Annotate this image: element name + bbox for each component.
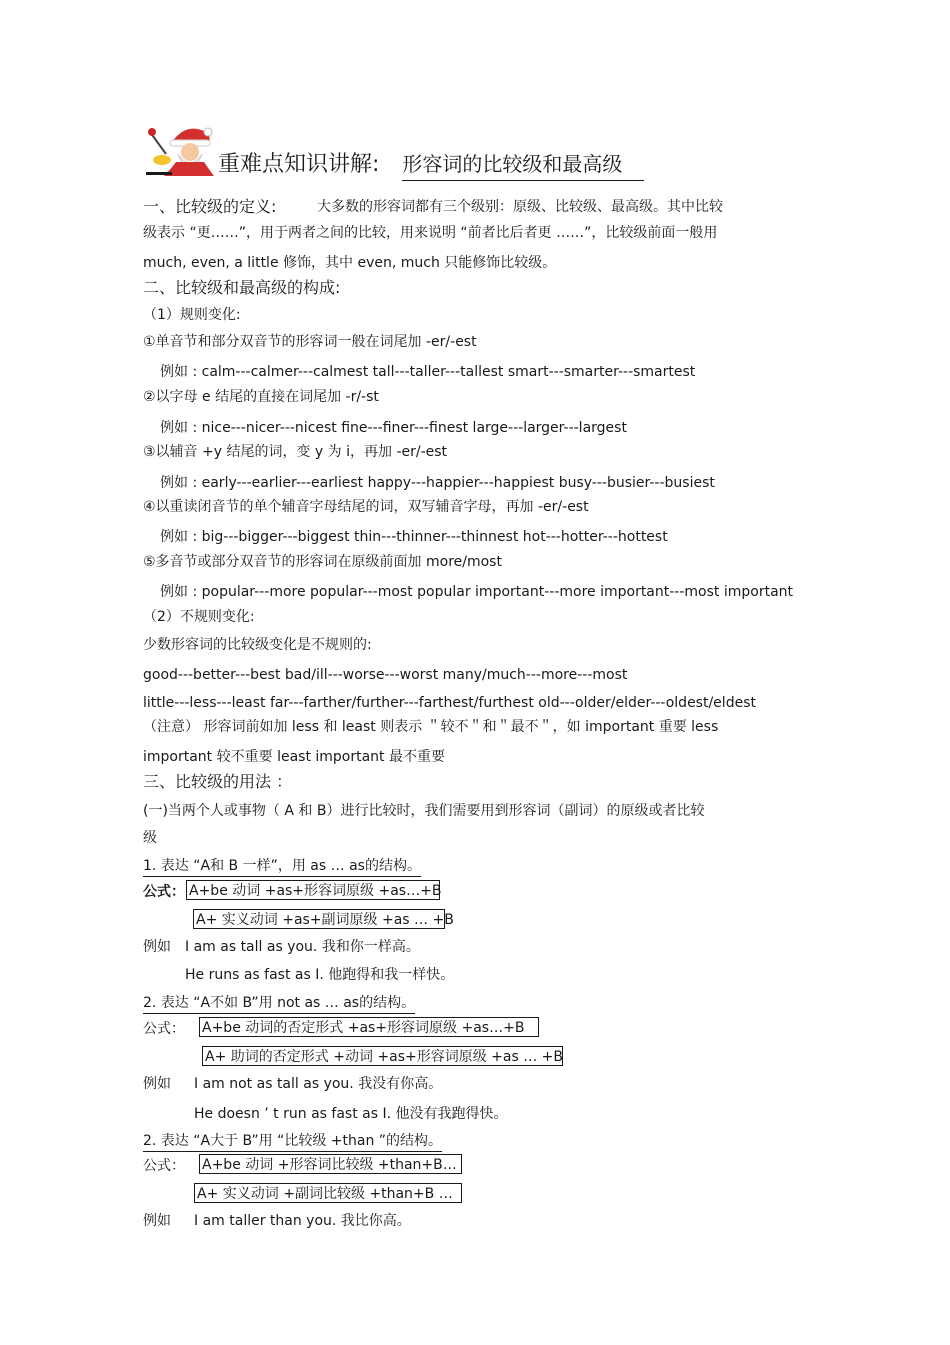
regular-change-label: （1）规则变化: [143, 307, 241, 323]
usage-title-1: 1. 表达 “A和 B 一样”，用 as … as的结构。 [143, 857, 421, 877]
title-subtitle: 形容词的比较级和最高级 [402, 150, 644, 181]
irregular-intro: 少数形容词的比较级变化是不规则的: [143, 637, 372, 653]
page-title [218, 150, 644, 181]
rule-1: ①单音节和部分双音节的形容词一般在词尾加 -er/-est [143, 334, 477, 350]
example-label-3: 例如 [143, 1213, 171, 1229]
irregular-row-1: good---better---best bad/ill---worse---worst many/much---more---most [143, 667, 628, 683]
formula-box-1b: A+ 实义动词 +as+副词原级 +as … +B [193, 909, 445, 929]
rule-3: ③以辅音 +y 结尾的词，变 y 为 i，再加 -er/-est [143, 444, 448, 460]
irregular-change-label: （2）不规则变化: [143, 609, 255, 625]
section1-line2: 级表示 “更……”，用于两者之间的比较，用来说明 “前者比后者更 ……”，比较级前面一般用 [143, 225, 718, 241]
section3-heading: 三、比较级的用法 ： [143, 772, 293, 791]
example-2: 例如 : nice---nicer---nicest fine---finer---finest large---larger---largest [160, 420, 627, 436]
usage-example-2a: I am not as tall as you. 我没有你高。 [194, 1076, 443, 1092]
usage-example-1a: I am as tall as you. 我和你一样高。 [185, 939, 420, 955]
rule-5: ⑤多音节或部分双音节的形容词在原级前面加 more/most [143, 554, 502, 570]
usage-title-2: 2. 表达 “A不如 B”用 not as … as的结构。 [143, 994, 415, 1014]
usage-example-1b: He runs as fast as I. 他跑得和我一样快。 [185, 967, 455, 983]
section1-line3: much, even, a little 修饰，其中 even, much 只能修饰比较级。 [143, 255, 557, 271]
title-main: 重难点知识讲解: [218, 152, 380, 177]
section2-heading: 二、比较级和最高级的构成: [143, 278, 341, 297]
usage-example-2b: He doesn ’ t run as fast as I. 他没有我跑得快。 [194, 1106, 508, 1122]
note-line-1: （注意） 形容词前如加 less 和 least 则表示 ＂较不＂和＂最不＂，如 important 重要 less [143, 719, 719, 735]
usage-title-3: 2. 表达 “A大于 B”用 “比较级 +than ”的结构。 [143, 1132, 442, 1152]
example-label-1: 例如 [143, 939, 171, 955]
rule-2: ②以字母 e 结尾的直接在词尾加 -r/-st [143, 389, 379, 405]
formula-box-3b: A+ 实义动词 +副词比较级 +than+B … [194, 1183, 462, 1203]
irregular-row-2: little---less---least far---farther/further---farthest/furthest old---older/elder---oldest/eldest [143, 695, 756, 711]
section1-line1: 大多数的形容词都有三个级别：原级、比较级、最高级。其中比较 [317, 199, 723, 215]
santa-clipart-icon [142, 120, 222, 178]
rule-4: ④以重读闭音节的单个辅音字母结尾的词，双写辅音字母，再加 -er/-est [143, 499, 589, 515]
formula-label-3: 公式： [143, 1158, 185, 1174]
example-3: 例如 : early---earlier---earliest happy---happier---happiest busy---busier---busiest [160, 475, 715, 491]
example-5: 例如 : popular---more popular---most popular important---more important---most important [160, 584, 794, 600]
usage-example-3a: I am taller than you. 我比你高。 [194, 1213, 411, 1229]
example-4: 例如 : big---bigger---biggest thin---thinner---thinnest hot---hotter---hottest [160, 529, 668, 545]
formula-box-3a: A+be 动词 +形容词比较级 +than+B… [199, 1154, 462, 1174]
formula-box-1a: A+be 动词 +as+形容词原级 +as…+B [186, 880, 440, 900]
usage-intro-a: (一)当两个人或事物（ A 和 B）进行比较时，我们需要用到形容词（副词）的原级或者比较 [143, 803, 705, 819]
formula-label-2: 公式： [143, 1021, 185, 1037]
formula-label-1: 公式： [143, 884, 185, 900]
section1-heading: 一、比较级的定义: [143, 197, 277, 216]
formula-box-2b: A+ 助词的否定形式 +动词 +as+形容词原级 +as … +B [202, 1046, 563, 1066]
usage-intro-b: 级 [143, 830, 157, 846]
example-1: 例如 : calm---calmer---calmest tall---taller---tallest smart---smarter---smartest [160, 364, 696, 380]
note-line-2: important 较不重要 least important 最不重要 [143, 749, 445, 765]
example-label-2: 例如 [143, 1076, 171, 1092]
formula-box-2a: A+be 动词的否定形式 +as+形容词原级 +as…+B [199, 1017, 539, 1037]
